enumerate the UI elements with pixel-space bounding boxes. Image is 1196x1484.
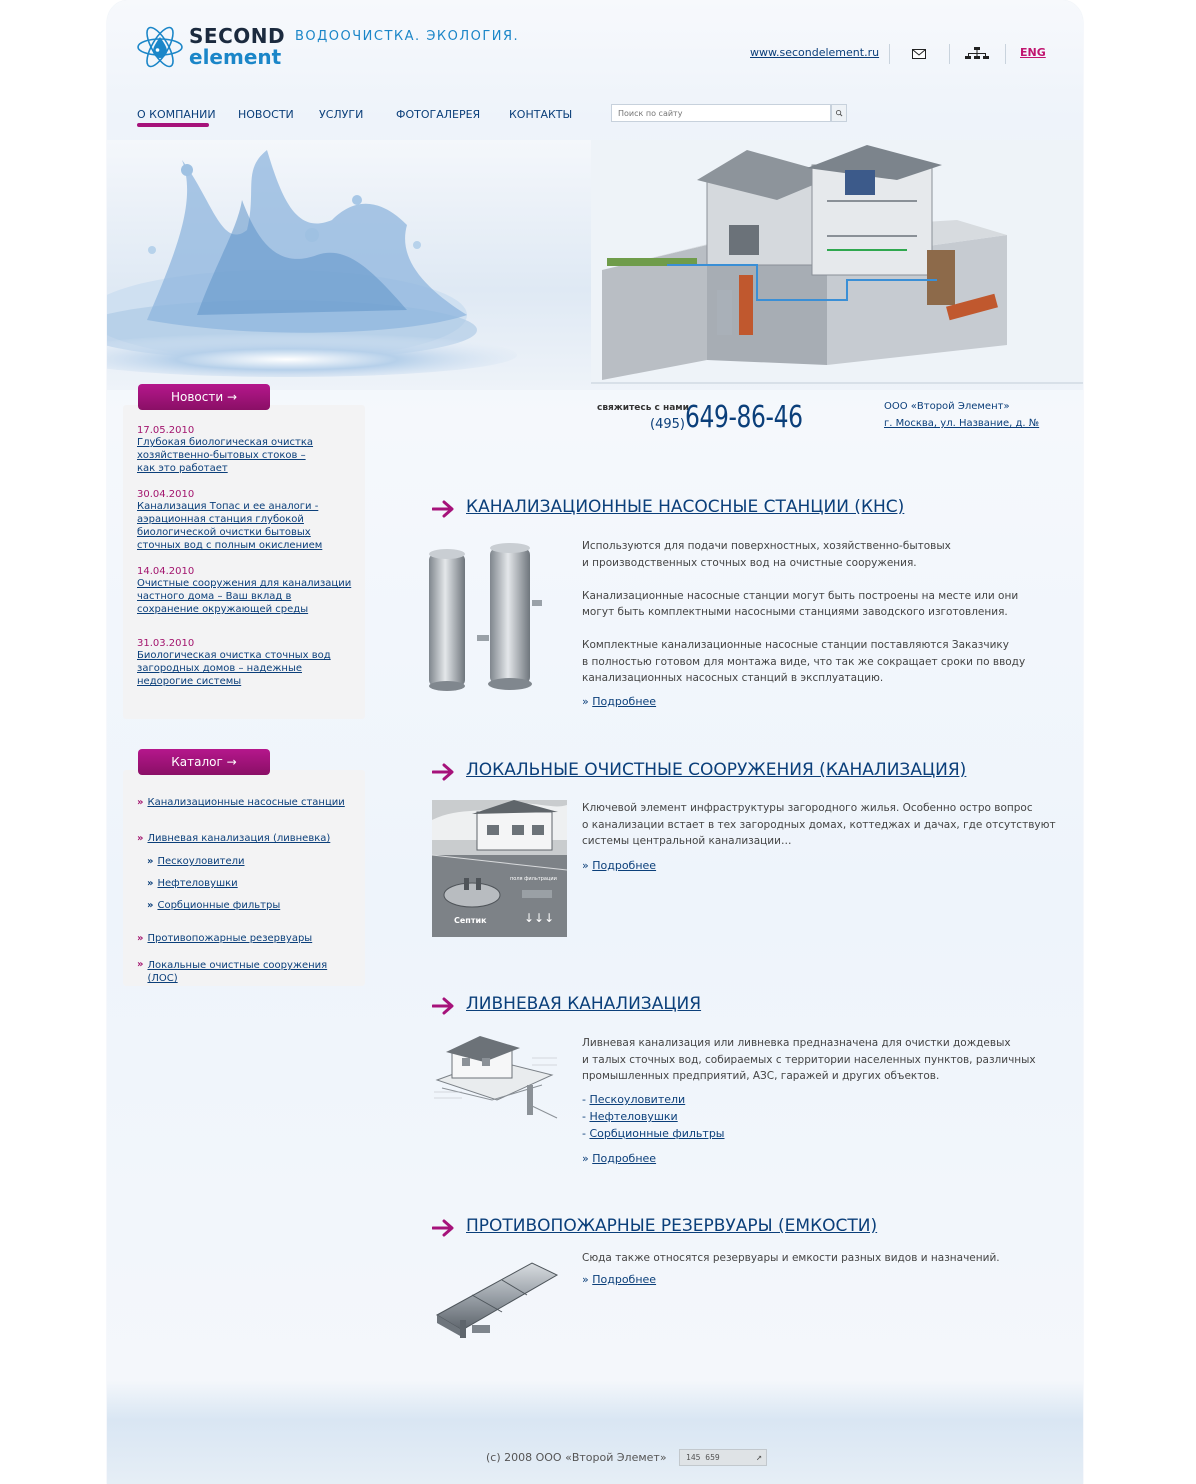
news-link-line[interactable]: загородных домов – надежные <box>137 663 302 674</box>
section-arrow-icon <box>432 500 456 518</box>
catalog-subitem[interactable] <box>147 849 362 868</box>
catalog-tab[interactable] <box>138 749 270 775</box>
section-text-line: Используются для подачи поверхностных, хозяйственно-бытовых <box>582 540 951 552</box>
more-link-label[interactable]: Подробнее <box>592 1273 657 1286</box>
catalog-item-label[interactable]: Ливневая канализация (ливневка) <box>147 833 331 844</box>
bullet-icon: » <box>137 833 144 844</box>
news-link-line[interactable]: аэрационная станция глубокой <box>137 514 304 525</box>
storm-sublinks <box>582 1091 725 1142</box>
catalog-subitem-label[interactable]: Сорбционные фильтры <box>157 900 281 911</box>
news-link-line[interactable]: биологической очистки бытовых <box>137 527 311 538</box>
catalog-item[interactable] <box>137 926 362 945</box>
news-list <box>137 425 362 688</box>
section-text-line: Канализационные насосные станции могут быть построены на месте или они <box>582 589 1019 602</box>
catalog-item[interactable] <box>137 959 362 985</box>
more-link-label[interactable]: Подробнее <box>592 859 657 872</box>
logo-text-second[interactable]: SECOND <box>189 24 286 48</box>
section-text-line: Ключевой элемент инфраструктуры загородного жилья. Особенно остро вопрос <box>582 802 1033 814</box>
section-text-line: в полностью готовом для монтажа виде, что так же сокращает сроки по вводу <box>582 655 1026 668</box>
section-text-line: и производственных сточных вод на очистные сооружения. <box>582 556 917 569</box>
news-date: 17.05.2010 <box>137 425 195 436</box>
header-divider <box>1005 44 1006 64</box>
header-divider <box>889 44 890 64</box>
septic-label: Септик <box>454 916 487 925</box>
arrow-right-icon: → <box>226 390 238 404</box>
section-arrow-icon <box>432 763 456 781</box>
company-address-link[interactable]: г. Москва, ул. Название, д. № <box>884 418 1040 429</box>
catalog-subitem-label[interactable]: Нефтеловушки <box>157 878 238 889</box>
header-divider <box>949 44 950 64</box>
search-input[interactable] <box>611 104 831 122</box>
section-text-kns <box>582 538 1062 687</box>
bullet-icon: » <box>137 959 144 970</box>
nav-services[interactable]: УСЛУГИ <box>319 108 364 121</box>
nav-news[interactable]: НОВОСТИ <box>238 108 294 121</box>
catalog-item-label[interactable]: Противопожарные резервуары <box>147 933 313 944</box>
sublink-sand-trap[interactable]: - Пескоуловители <box>582 1093 686 1106</box>
phone-area-code: (495) <box>650 417 685 432</box>
more-link[interactable]: » Подробнее <box>582 859 657 872</box>
news-date: 31.03.2010 <box>137 638 195 649</box>
catalog-subitem[interactable] <box>147 893 362 912</box>
more-link[interactable]: » Подробнее <box>582 1152 657 1165</box>
section-text-los <box>582 800 1072 850</box>
sublink-oil-trap[interactable]: - Нефтеловушки <box>582 1110 678 1123</box>
site-url-link[interactable]: www.secondelement.ru <box>750 46 880 59</box>
bullet-icon: » <box>147 856 154 867</box>
nav-active-indicator <box>137 123 209 127</box>
bullet-icon: » <box>137 933 144 944</box>
catalog-item-label[interactable]: Канализационные насосные станции <box>147 797 345 808</box>
news-link-line[interactable]: сточных вод с полным окислением <box>137 540 323 551</box>
nav-gallery[interactable]: ФОТОГАЛЕРЕЯ <box>396 108 481 121</box>
section-text-line: о канализации встает в тех загородных домах, коттеджах и дачах, где отсутствуют <box>582 818 1056 831</box>
more-link-label[interactable]: Подробнее <box>592 695 657 708</box>
news-link-line[interactable]: хозяйственно-бытовых стоков – <box>137 450 306 461</box>
storm-sewer-image <box>432 1030 562 1125</box>
news-link-line[interactable]: как это работает <box>137 463 228 474</box>
news-link-line[interactable]: недорогие системы <box>137 676 242 687</box>
more-link[interactable]: » Подробнее <box>582 695 657 708</box>
bullet-icon: » <box>147 878 154 889</box>
nav-about[interactable]: О КОМПАНИИ <box>137 108 216 121</box>
section-text-fire <box>582 1250 1072 1267</box>
section-text-line: могут быть комплектными насосными станциями заводского изготовления. <box>582 606 1008 618</box>
nav-contacts[interactable]: КОНТАКТЫ <box>509 108 573 121</box>
section-text-line: промышленных предприятий, АЗС, гаражей и других объектов. <box>582 1070 940 1082</box>
news-item <box>137 489 362 552</box>
footer-copyright: (c) 2008 ООО «Второй Элемет» <box>486 1451 667 1464</box>
pump-station-image <box>417 540 557 695</box>
company-name: ООО «Второй Элемент» <box>884 401 1010 412</box>
catalog-subitem[interactable] <box>147 871 362 890</box>
page <box>107 0 1083 1484</box>
search-icon[interactable] <box>831 104 847 122</box>
bullet-icon: » <box>137 797 144 808</box>
hero-banner <box>107 140 1083 390</box>
sitemap-icon[interactable] <box>965 47 989 61</box>
sublink-label[interactable]: Пескоуловители <box>589 1093 686 1106</box>
visit-counter-value: 145 659 <box>686 1453 720 1462</box>
mail-icon[interactable] <box>912 49 926 59</box>
news-tab-label: Новости <box>170 390 224 404</box>
news-item <box>137 425 362 475</box>
septic-system-image <box>432 800 567 937</box>
sublink-label[interactable]: Нефтеловушки <box>589 1110 678 1123</box>
news-date: 14.04.2010 <box>137 566 195 577</box>
more-link[interactable]: » Подробнее <box>582 1273 657 1286</box>
catalog-tab-label: Каталог <box>171 755 223 769</box>
news-item <box>137 566 362 616</box>
catalog-list <box>137 790 362 985</box>
section-text-line: канализационных насосных станций в эксплуатацию. <box>582 672 884 684</box>
sublink-sorption-filters[interactable]: - Сорбционные фильтры <box>582 1127 725 1140</box>
section-title-los[interactable]: ЛОКАЛЬНЫЕ ОЧИСТНЫЕ СООРУЖЕНИЯ (КАНАЛИЗАЦИЯ) <box>466 760 967 780</box>
bullet-icon: » <box>147 900 154 911</box>
news-link-line[interactable]: Глубокая биологическая очистка <box>137 437 314 448</box>
catalog-item[interactable] <box>137 790 362 809</box>
logo-text-element[interactable]: element <box>189 45 282 69</box>
section-title-storm[interactable]: ЛИВНЕВАЯ КАНАЛИЗАЦИЯ <box>466 994 702 1014</box>
contact-prompt: свяжитесь с нами <box>597 403 689 413</box>
tagline: ВОДООЧИСТКА. ЭКОЛОГИЯ. <box>295 29 520 44</box>
counter-arrow-icon: ↗ <box>755 1452 762 1463</box>
catalog-item[interactable] <box>137 826 362 845</box>
arrow-right-icon: → <box>226 755 237 769</box>
phone-number: 649-86-46 <box>685 400 803 435</box>
news-link-line[interactable]: Очистные сооружения для канализации <box>137 578 352 589</box>
section-arrow-icon <box>432 1219 456 1237</box>
section-text-line: Сюда также относятся резервуары и емкости разных видов и назначений. <box>582 1252 1000 1264</box>
section-title-kns[interactable]: КАНАЛИЗАЦИОННЫЕ НАСОСНЫЕ СТАНЦИИ (КНС) <box>466 497 905 517</box>
section-text-line: системы центральной канализации… <box>582 835 792 847</box>
news-link-line[interactable]: сохранение окружающей среды <box>137 604 309 615</box>
svg-text:↓↓↓: ↓↓↓ <box>524 911 555 925</box>
news-tab[interactable] <box>138 384 270 410</box>
section-text-line: и талых сточных вод, собираемых с территории населенных пунктов, различных <box>582 1053 1036 1066</box>
catalog-item-label[interactable]: Локальные очистные сооружения <box>147 960 328 971</box>
news-item <box>137 638 362 688</box>
news-date: 30.04.2010 <box>137 489 195 500</box>
fire-tank-image <box>432 1255 562 1345</box>
news-link-line[interactable]: Канализация Топас и ее аналоги - <box>137 501 319 512</box>
filtration-field-label: поля фильтрации <box>510 876 557 882</box>
lang-switch-link[interactable]: ENG <box>1020 46 1046 59</box>
sublink-label[interactable]: Сорбционные фильтры <box>589 1127 725 1140</box>
more-link-label[interactable]: Подробнее <box>592 1152 657 1165</box>
atom-logo-icon[interactable] <box>135 20 185 74</box>
section-text-line: Ливневая канализация или ливневка предназначена для очистки дождевых <box>582 1037 1011 1049</box>
house-cutaway-image <box>591 140 1083 385</box>
section-text-storm <box>582 1035 1072 1085</box>
section-title-fire[interactable]: ПРОТИВОПОЖАРНЫЕ РЕЗЕРВУАРЫ (ЕМКОСТИ) <box>466 1216 878 1236</box>
section-text-line: Комплектные канализационные насосные станции поставляются Заказчику <box>582 639 1009 651</box>
section-arrow-icon <box>432 997 456 1015</box>
news-link-line[interactable]: частного дома – Ваш вклад в <box>137 591 292 602</box>
news-link-line[interactable]: Биологическая очистка сточных вод <box>137 650 331 661</box>
visit-counter[interactable] <box>679 1449 767 1466</box>
catalog-subitem-label[interactable]: Пескоуловители <box>157 856 245 867</box>
catalog-item-label[interactable]: (ЛОС) <box>147 973 178 984</box>
